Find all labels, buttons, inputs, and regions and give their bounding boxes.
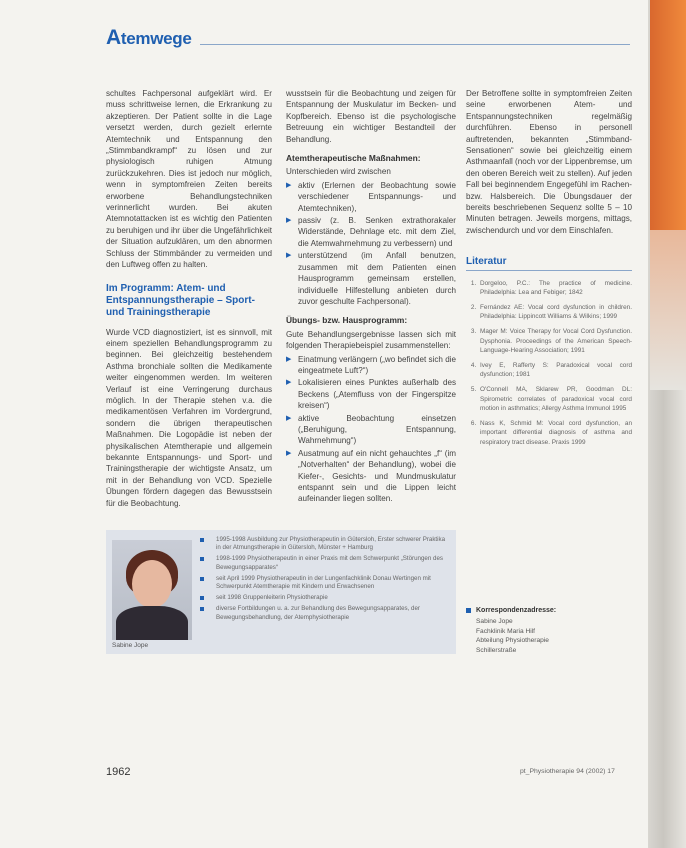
address-line: Sabine Jope [476, 618, 513, 626]
correspondence-address [466, 606, 632, 655]
section-color-tab [650, 0, 686, 230]
literature-heading: Literatur [466, 256, 507, 268]
bio-item: 1998-1999 Physiotherapeutin in einer Praxis mit dem Schwerpunkt „Störungen des Bewegungsapparates“ [200, 555, 450, 571]
col2-heading-2: Übungs- bzw. Hausprogramm: [286, 315, 408, 326]
col2-list-1 [286, 180, 456, 307]
bio-item: seit April 1999 Physiotherapeutin in der Lungenfachklinik Donau Wertingen mit Schwerpunkt Atemtherapie mit Kindern und Erwachsenen [200, 575, 450, 591]
text-column-1 [106, 88, 272, 511]
reference-item: 1. Dorgeloo, P.C.: The practice of medicine. Philadelphia: Lea and Febiger; 1842 [478, 279, 632, 298]
literature-rule [466, 270, 632, 271]
list-item: ▶ aktiv (Erlernen der Beobachtung sowie verschiedener Entspannungs- und Atemtechniken), [286, 180, 456, 214]
reference-item: 5. O'Connell MA, Sklarew PR, Goodman DL: Spirometric correlates of paradoxical vocal cord motion in asthmatics; Allergy Asthma Immunol 1995 [478, 385, 632, 414]
bio-item: diverse Fortbildungen u. a. zur Behandlung des Bewegungsapparates, der Bewegungsbehandlung, der Atemphysiotherapie [200, 605, 450, 621]
col1-paragraph-1: schultes Fachpersonal aufgeklärt wird. Er muss schrittweise lernen, die Erkrankung zu akzeptieren. Der Patient sollte in die Lage versetzt werden, durch gezielt erlernte Atemtechnik und Entspannung den „Stimmbandkrampf“ zu lösen und zur physiologisch ruhigen Atmung zurückzukehren. Dies ist jedoch nur möglich, wenn in symptomfreien Zeiten bereits erworbene Behandlungstechniken verinnerlicht wurden. Bei akuten Atemnotattacken ist es wichtig den Patienten zu beruhigen und ihr über die Ungefährlichkeit der Situation aufzuklären, um den abnormen Schluss der Stimmbänder zu vermeiden und den Luftweg offen zu halten. [106, 89, 272, 270]
reference-item: 4. Ivey E, Rafferty S: Paradoxical vocal cord dysfunction; 1981 [478, 361, 632, 380]
col2-intro-1: Unterschieden wird zwischen [286, 167, 391, 177]
col3-paragraph-1: Der Betroffene sollte in symptomfreien Zeiten seine erworbenen Atem- und Entspannungstechniken regelmäßig durchführen. Ebenso in personell auftretenden, bekannten „Stimmband-Sensationen“ sowie bei gleichzeitig einem Asthmaanfall (noch vor der Lippenbremse, um den oberen Bereich weit zu stellen). Auf jeden Fall bei beginnendem Engegefühl im Rachen- bzw. Halsbereich. Die Übungsdauer der bereits beschriebenen Sequenz sollte 5 – 10 Minuten betragen. Jeweils morgens, mittags, zwischendurch und vor dem Einschlafen. [466, 89, 633, 235]
reference-item: 2. Fernández AE: Vocal cord dysfunction in children. Philadelphia: Lippincott Williams & Wilkins; 1999 [478, 303, 632, 322]
page-number: 1962 [106, 766, 131, 778]
section-title-initial: A [106, 26, 121, 49]
photo-body [116, 606, 188, 640]
col2-heading-1: Atemtherapeutische Maßnahmen: [286, 153, 421, 164]
list-item: ▶ Einatmung verlängern („wo befindet sich die eingeatmete Luft?“) [286, 354, 456, 377]
col2-list-2 [286, 354, 456, 505]
text-column-3 [466, 88, 632, 453]
list-item: ▶ Lokalisieren eines Punktes außerhalb des Beckens („Atemfluss von der Fingerspitze kreisen“) [286, 377, 456, 411]
section-color-fade [650, 230, 686, 390]
list-item: ▶ aktive Beobachtung einsetzen („Beruhigung, Entspannung, Wahrnehmung“) [286, 413, 456, 447]
col2-intro-2: Gute Behandlungsergebnisse lassen sich mit folgenden Therapiebeispiel zusammenstellen: [286, 329, 456, 351]
bio-item: seit 1998 Gruppenleiterin Physiotherapie [200, 594, 450, 602]
reference-list [466, 279, 632, 448]
address-line: Schillerstraße [476, 646, 517, 654]
address-line: Fachklinik Maria Hilf [476, 627, 535, 635]
header-rule [200, 44, 630, 45]
journal-citation: pt_Physiotherapie 94 (2002) 17 [520, 768, 615, 775]
list-item: ▶ passiv (z. B. Senken extrathorakaler Widerstände, Dehnlage etc. mit dem Ziel, die Atemwahrnehmung zu verbessern) und [286, 215, 456, 249]
photo-face [132, 560, 172, 608]
correspondence-heading: Korrespondenzadresse: [466, 606, 632, 615]
col1-paragraph-2: Wurde VCD diagnostiziert, ist es sinnvoll, mit einem speziellen Behandlungsprogramm zu beginnen. Bei gleichzeitig bestehendem Asthma bronchiale sollten die Medikamente weiter eingenommen werden. Im weiteren Verlauf ist eine Verringerung durchaus möglich. In der Therapie stehen v.a. die medikamentösen Verfahren im Vordergrund, sondern die übrigen therapeutischen Maßnahmen. Die Logopädie ist neben der physikalischen Atemtherapie und allgemein bekannte Entspannungs- und Sport- und Trainingstherapie der wichtigste Ansatz, um mit in der Behandlung von VCD. Spezielle Übungen fördern dagegen das Bewusstsein für die Beobachtung. [106, 327, 272, 508]
section-title-rest: temwege [120, 29, 192, 48]
list-item: ▶ Ausatmung auf ein nicht gehauchtes „f“ (im „Notverhalten“ der Behandlung), wobei die Kiefer-, Gesichts- und Mundmuskulatur entspannt sein und die Lippen leicht aufeinander liegen sollten. [286, 448, 456, 505]
bio-item: 1995-1998 Ausbildung zur Physiotherapeutin in Gütersloh, Erster schwerer Praktika in der Atmungstherapie in Gütersloh, Münster + Hamburg [200, 536, 450, 552]
col1-heading: Im Programm: Atem- und Entspannungstherapie – Sport- und Trainingstherapie [106, 282, 255, 318]
section-title [106, 26, 192, 50]
author-name-caption: Sabine Jope [112, 642, 149, 649]
author-photo [112, 540, 192, 640]
list-item: ▶ unterstützend (im Anfall benutzen, zusammen mit dem Patienten einen Hausprogramm gemeinsam erstellen, individuelle Hilfestellung anbieten durch zuvor geschulte Fachpersonal). [286, 250, 456, 307]
text-column-2 [286, 88, 456, 509]
reference-item: 6. Nass K, Schmid M: Vocal cord dysfunction, an important differential diagnosis of asthma and respiratory tract disease. Praxis 1999 [478, 419, 632, 448]
col2-paragraph-1: wusstsein für die Beobachtung und zeigen für Entspannung der Muskulatur im Becken- und Kopfbereich. Ebenso ist die psychologische Betreuung ein wichtiger Bestandteil der Behandlung. [286, 89, 456, 144]
author-bio-list [200, 536, 450, 625]
reference-item: 3. Mager M: Voice Therapy for Vocal Cord Dysfunction. Dysphonia. Proceedings of the American Speech-Language-Hearing Association; 1991 [478, 327, 632, 356]
address-line: Abteilung Physiotherapie [476, 637, 549, 645]
